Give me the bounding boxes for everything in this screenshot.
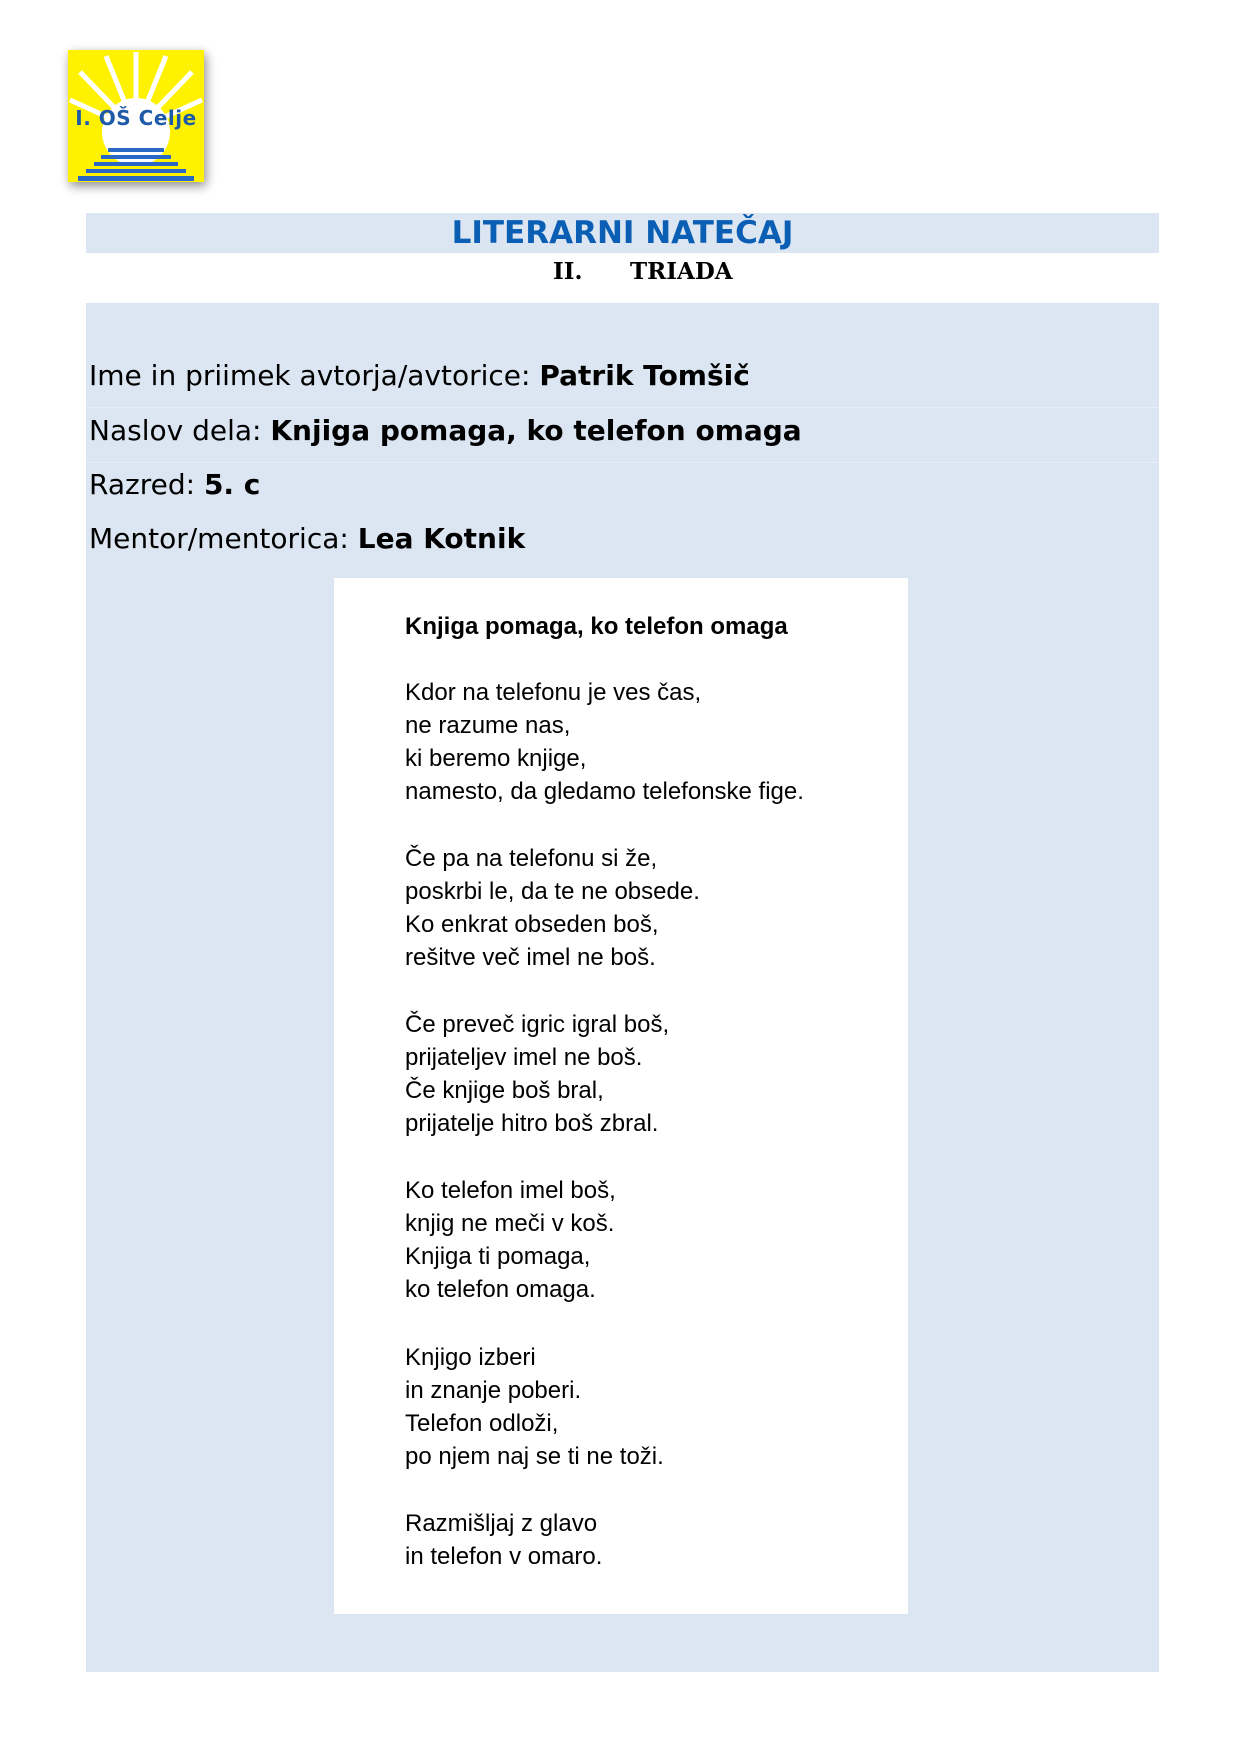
poem-line: Knjigo izberi <box>405 1344 536 1371</box>
mentor-value: Lea Kotnik <box>357 522 526 555</box>
poem-stanza <box>405 1341 664 1473</box>
poem-line: ko telefon omaga. <box>405 1276 596 1303</box>
poem-line: Telefon odloži, <box>405 1410 559 1437</box>
work-value: Knjiga pomaga, ko telefon omaga <box>270 414 802 447</box>
poem-line: in znanje poberi. <box>405 1377 582 1404</box>
poem-stanza <box>405 1008 669 1140</box>
poem-title: Knjiga pomaga, ko telefon omaga <box>405 613 788 640</box>
author-value: Patrik Tomšič <box>539 359 750 392</box>
poem-line: Kdor na telefonu je ves čas, <box>405 679 702 706</box>
work-row <box>89 414 802 447</box>
poem-line: Če preveč igric igral boš, <box>405 1011 670 1038</box>
poem-line: prijateljev imel ne boš. <box>405 1044 643 1071</box>
poem-line: ne razume nas, <box>405 712 571 739</box>
divider <box>86 407 1159 408</box>
poem-line: in telefon v omaro. <box>405 1543 603 1570</box>
mentor-label: Mentor/mentorica: <box>89 522 349 555</box>
poem-stanza <box>405 1174 616 1306</box>
class-value: 5. c <box>203 468 261 501</box>
poem-line: namesto, da gledamo telefonske fige. <box>405 778 804 805</box>
subtitle-number: II. <box>553 258 583 285</box>
poem-line: Knjiga ti pomaga, <box>405 1243 591 1270</box>
class-row <box>89 468 260 501</box>
poem-line: Če knjige boš bral, <box>405 1077 604 1104</box>
work-label: Naslov dela: <box>89 414 262 447</box>
poem-line: prijatelje hitro boš zbral. <box>405 1110 659 1137</box>
poem-line: poskrbi le, da te ne obsede. <box>405 878 700 905</box>
logo-text: I. OŠ Celje <box>75 106 197 130</box>
class-label: Razred: <box>89 468 196 501</box>
mentor-row <box>89 522 525 555</box>
poem-line: ki beremo knjige, <box>405 745 587 772</box>
poem-line: Ko enkrat obseden boš, <box>405 911 659 938</box>
page-title: LITERARNI NATEČAJ <box>451 215 794 251</box>
poem-line: Če pa na telefonu si že, <box>405 845 658 872</box>
subtitle-word: TRIADA <box>630 258 733 285</box>
poem-image <box>334 578 908 1614</box>
poem-stanza <box>405 842 700 974</box>
divider <box>86 462 1159 463</box>
poem-stanza <box>405 676 804 808</box>
poem-line: knjig ne meči v koš. <box>405 1210 615 1237</box>
school-logo <box>68 50 204 182</box>
poem-line: po njem naj se ti ne toži. <box>405 1443 664 1470</box>
poem-line: Ko telefon imel boš, <box>405 1177 616 1204</box>
author-row <box>89 359 750 392</box>
author-label: Ime in priimek avtorja/avtorice: <box>89 359 531 392</box>
poem-line: Razmišljaj z glavo <box>405 1510 598 1537</box>
poem-line: rešitve več imel ne boš. <box>405 944 656 971</box>
poem-stanza <box>405 1507 602 1573</box>
